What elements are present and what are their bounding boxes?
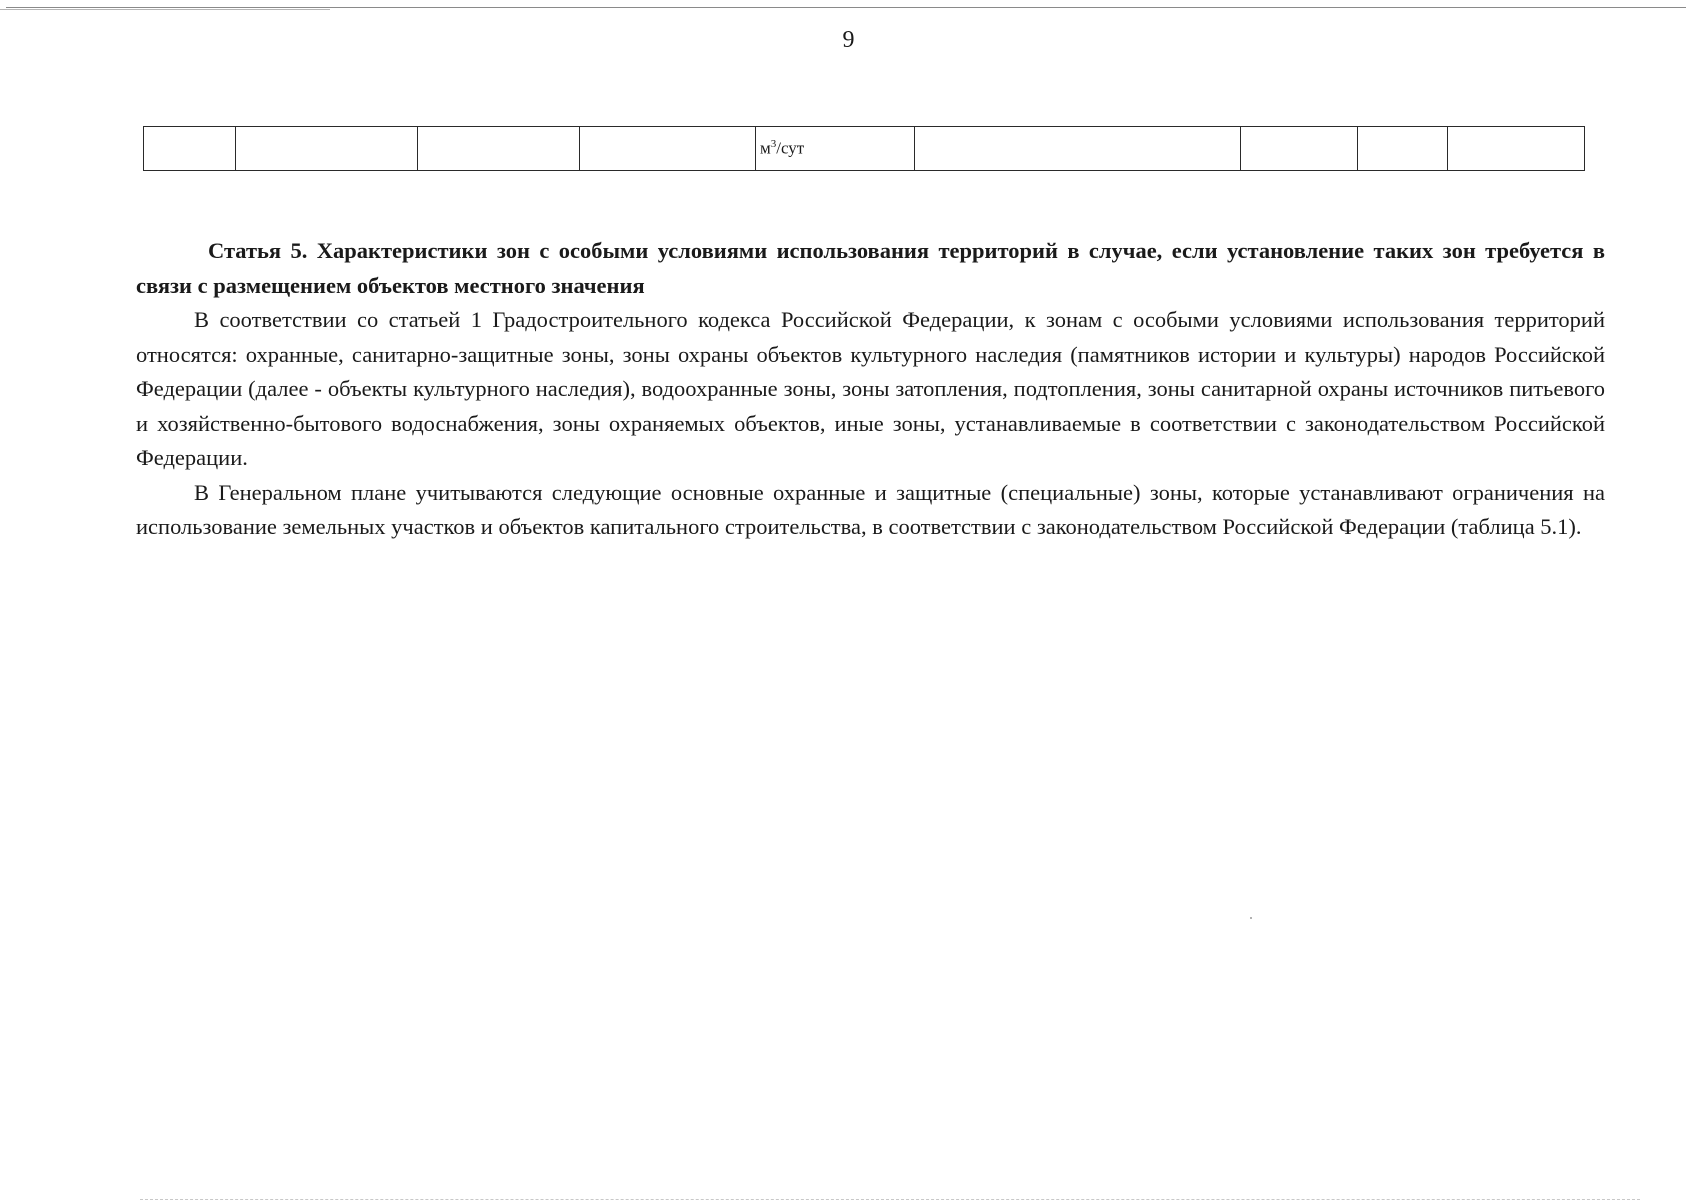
scan-speck <box>1250 917 1252 919</box>
table-cell <box>144 127 236 171</box>
article-paragraph: В Генеральном плане учитываются следующие основные охранные и защитные (специальные) зоны, которые устанавливают ограничения на использование земельных участков и объектов капитального строительства, в соответствии с законодательством Российской Федерации (таблица 5.1). <box>136 479 1605 539</box>
table-row <box>144 127 1585 171</box>
table-cell <box>1448 127 1585 171</box>
unit-base: м <box>760 138 771 158</box>
article-paragraph: В соответствии со статьей 1 Градостроительного кодекса Российской Федерации, к зонам с особыми условиями использования территорий относятся: охранные, санитарно-защитные зоны, зоны охраны объектов культурного наследия (памятников истории и культуры) народов Российской Федерации (далее - объекты культурного наследия), водоохранные зоны, зоны затопления, подтопления, зоны санитарной охраны источников питьевого и хозяйственно-бытового водоснабжения, зоны охраняемых объектов, иные зоны, устанавливаемые в соответствии с законодательством Российской Федерации. <box>136 307 1605 470</box>
table-cell-unit <box>756 127 915 171</box>
continued-table <box>143 126 1585 171</box>
table-cell <box>418 127 580 171</box>
article-section <box>136 234 1605 545</box>
scan-edge-line <box>6 7 1686 8</box>
unit-rest: /сут <box>776 138 805 158</box>
unit-exponent: 3 <box>770 138 777 151</box>
table-cell <box>580 127 756 171</box>
table-cell <box>1358 127 1448 171</box>
scan-edge-line-secondary <box>0 9 330 10</box>
page-number: 9 <box>842 27 855 53</box>
article-heading: Статья 5. Характеристики зон с особыми условиями использования территорий в случае, если установление таких зон требуется в связи с размещением объектов местного значения <box>136 238 1605 298</box>
table-cell <box>1241 127 1358 171</box>
table-cell <box>236 127 418 171</box>
table-cell <box>915 127 1241 171</box>
